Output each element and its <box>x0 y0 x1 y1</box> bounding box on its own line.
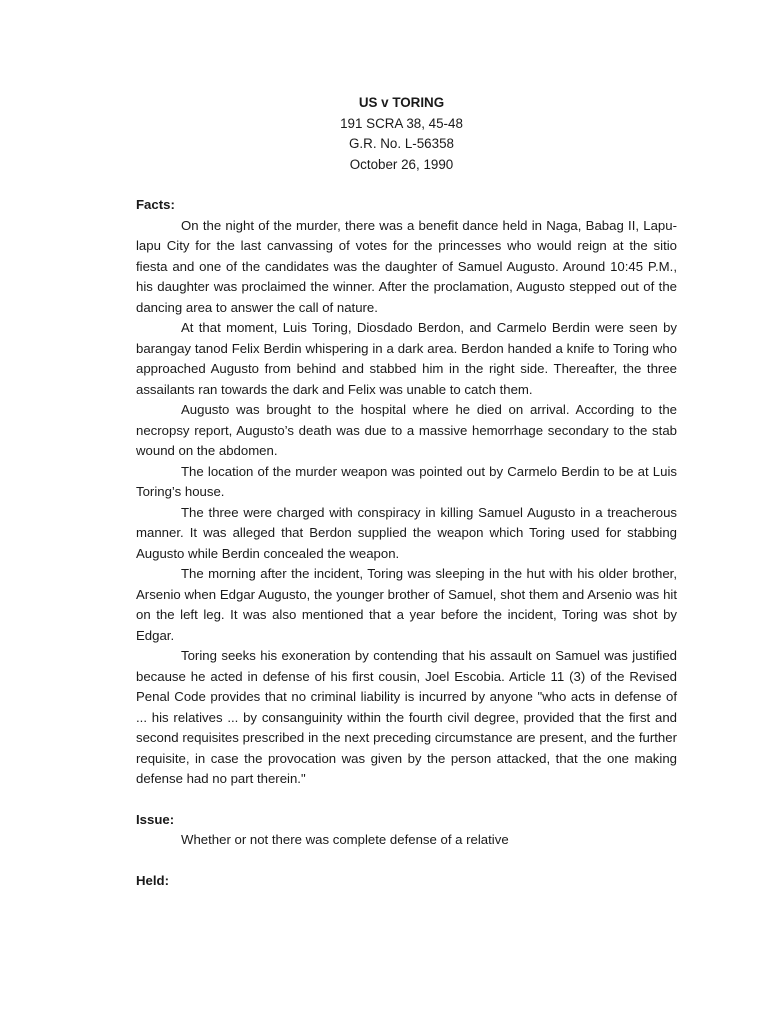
case-header <box>126 93 677 175</box>
facts-heading: Facts: <box>136 197 175 212</box>
facts-paragraph: Toring seeks his exoneration by contending that his assault on Samuel was justified because he acted in defense of his first cousin, Joel Escobia. Article 11 (3) of the Revised Penal Code provides that no criminal liability is incurred by anyone "who acts in defense of ... his relatives ... by consanguinity within the fourth civil degree, provided that the first and second requisites prescribed in the next preceding circumstance are present, and the further requisite, in case the provocation was given by the person attacked, that the one making defense had no part therein." <box>136 648 677 786</box>
held-heading: Held: <box>136 872 169 888</box>
issue-text: Whether or not there was complete defense of a relative <box>181 832 509 847</box>
case-date: October 26, 1990 <box>349 156 454 172</box>
case-gr-number: G.R. No. L-56358 <box>349 136 454 151</box>
facts-paragraph: The morning after the incident, Toring was sleeping in the hut with his older brother, Arsenio when Edgar Augusto, the younger brother of Samuel, shot them and Arsenio was hit on the left leg. It was also mentioned that a year before the incident, Toring was shot by Edgar. <box>136 566 677 643</box>
facts-paragraph: Augusto was brought to the hospital where he died on arrival. According to the necropsy report, Augusto’s death was due to a massive hemorrhage secondary to the stab wound on the abdomen. <box>136 402 677 458</box>
document-page <box>136 93 677 891</box>
issue-heading: Issue: <box>136 811 175 827</box>
facts-paragraph: On the night of the murder, there was a benefit dance held in Naga, Babag II, Lapu-lapu City for the last canvassing of votes for the princesses who would reign at the sitio fiesta and one of the candidates was the daughter of Samuel Augusto. Around 10:45 P.M., his daughter was proclaimed the winner. After the proclamation, Augusto stepped out of the dancing area to answer the call of nature. <box>136 217 677 315</box>
case-title: US v TORING <box>358 95 445 110</box>
facts-paragraph: At that moment, Luis Toring, Diosdado Berdon, and Carmelo Berdin were seen by barangay tanod Felix Berdin whispering in a dark area. Berdon handed a knife to Toring who approached Augusto from behind and stabbed him in the right side. Thereafter, the three assailants ran towards the dark and Felix was unable to catch them. <box>136 320 677 397</box>
facts-body <box>136 216 677 790</box>
facts-paragraph: The location of the murder weapon was pointed out by Carmelo Berdin to be at Luis Toring’s house. <box>136 463 677 499</box>
facts-paragraph: The three were charged with conspiracy in killing Samuel Augusto in a treacherous manner. It was alleged that Berdon supplied the weapon which Toring used for stabbing Augusto while Berdin concealed the weapon. <box>136 504 677 561</box>
case-citation: 191 SCRA 38, 45-48 <box>340 115 463 131</box>
